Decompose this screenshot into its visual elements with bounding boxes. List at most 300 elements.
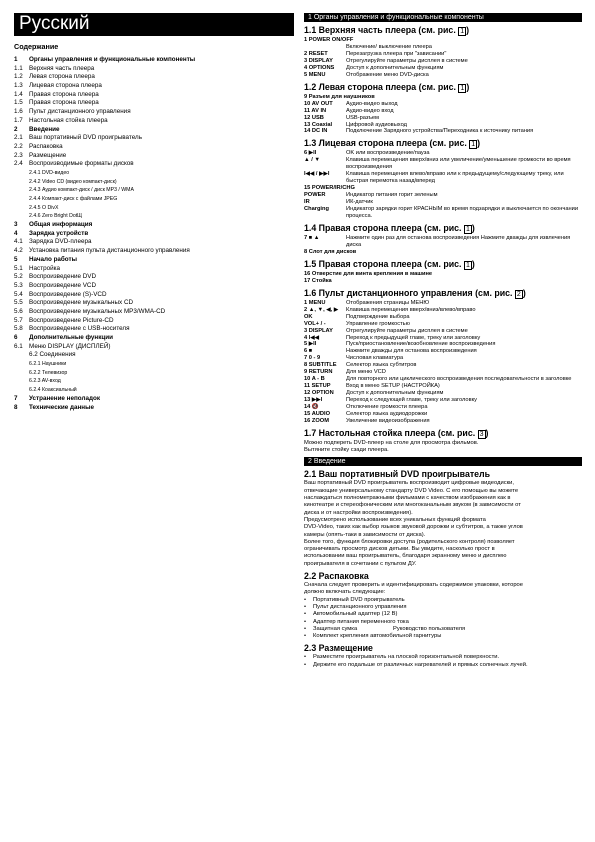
- toc-row: [14, 360, 294, 369]
- toc-number: 1.5: [14, 99, 23, 107]
- heading-text: 1.5 Правая сторона плеера (см. рис.: [304, 258, 462, 269]
- toc-text: 2.4.6 Zero Bright DotЩ: [29, 213, 83, 220]
- item-row: [304, 157, 582, 171]
- toc-text: Правая сторона плеера: [29, 90, 99, 98]
- item-desc: Увеличение видеоизображения: [346, 417, 430, 424]
- toc-row: [14, 317, 294, 326]
- toc-text: 6.2.4 Коаксиальный: [29, 387, 77, 394]
- toc-text: 2.4.5 О DivX: [29, 204, 59, 211]
- item-key: 8 SUBTITLE: [304, 362, 337, 369]
- toc-number: 8: [14, 403, 18, 411]
- item-desc: Включение/ выключение плеера: [346, 43, 432, 50]
- item-key: 5 MENU: [304, 71, 326, 78]
- toc-row: [14, 343, 294, 352]
- paragraph-line: Сначала следует проверить и идентифицировать содержимое упаковки, которое: [304, 582, 524, 589]
- item-row: [304, 199, 582, 206]
- item-desc: USB-разъем: [346, 114, 379, 121]
- toc-number: [14, 178, 29, 187]
- toc-row: [14, 395, 294, 404]
- item-desc: Селектор языка аудиодорожки: [346, 410, 428, 417]
- item-key: 15 POWER/IR/CHG: [304, 185, 355, 192]
- language-title: Русский: [14, 13, 294, 36]
- item-row: [304, 300, 582, 307]
- item-desc: Числовая клавиатура: [346, 355, 404, 362]
- toc-text: 6.2 Соединения: [29, 351, 76, 359]
- toc-row: [14, 152, 294, 161]
- item-list-s16: [304, 300, 582, 425]
- toc-number: [14, 351, 29, 360]
- paragraph-line: ограничивать просмотр дисков детьми. Вы увидите, насколько прост в: [304, 546, 495, 553]
- item-row: [304, 65, 582, 72]
- heading-2-1: 2.1 Ваш портативный DVD проигрыватель: [304, 469, 491, 480]
- toc-number: 1.7: [14, 116, 23, 124]
- toc-text: Воспроизведение Picture-CD: [29, 316, 114, 324]
- item-key: 16 Отверстие для винта крепления в машине: [304, 270, 433, 277]
- toc-row: [14, 169, 294, 178]
- list-item: • Держите его подальше от различных нагревателей и прямых солнечных лучей.: [304, 662, 582, 669]
- list-item: • Портативный DVD проигрыватель: [304, 597, 582, 604]
- item-row: [304, 235, 582, 249]
- toc-row: [14, 143, 294, 152]
- toc-number: 6.1: [14, 342, 23, 350]
- toc-text: 2.4.2 Video CD (видео компакт-диск): [29, 178, 117, 185]
- toc-number: 7: [14, 394, 18, 402]
- toc-row: [14, 325, 294, 334]
- item-key: 12 OPTION: [304, 390, 334, 397]
- toc-number: [14, 369, 29, 378]
- item-desc: Переход к следующей главе, треку или заголовку: [346, 397, 477, 404]
- left-column: [14, 13, 294, 412]
- toc-text: Меню DISPLAY (ДИСПЛЕЙ): [29, 342, 111, 350]
- paragraph-line: Можно подпереть DVD-плеер на столе для просмотра фильмов.: [304, 439, 479, 446]
- item-desc: Подтверждение выбора: [346, 313, 410, 320]
- toc-number: 5.6: [14, 307, 23, 315]
- item-key: 11 SETUP: [304, 383, 331, 390]
- item-desc: Нажмите один раз для останова воспроизведения Нажмите дважды для извлечения диска: [346, 234, 571, 248]
- paragraph-line: Более того, функция блокировки доступа (родительского контроля) позволяет: [304, 538, 515, 545]
- item-key: ▲ / ▼: [304, 157, 320, 164]
- toc-number: [14, 386, 29, 395]
- unpacking-list: [304, 597, 582, 641]
- toc-number: 5.1: [14, 264, 23, 272]
- toc-number: 2.3: [14, 151, 23, 159]
- heading-text: 1.3 Лицевая сторона плеера (см. рис.: [304, 138, 467, 149]
- item-key: 13 ▶▶I: [304, 397, 323, 404]
- toc-heading: Содержание: [14, 42, 59, 51]
- list-item-text: • Защитная сумка: [313, 625, 358, 632]
- item-desc: Переход к предыдущей главе, треку или заголовку: [346, 334, 481, 341]
- item-list-s11: [304, 37, 582, 79]
- item-desc: [346, 37, 582, 44]
- toc-text: Воспроизведение музыкальных MP3/WMA-CD: [29, 307, 166, 315]
- item-row: [304, 418, 582, 425]
- heading-s16: 1.6 Пульт дистанционного управления (см. рис. 2 ): [304, 287, 526, 298]
- item-row: [304, 397, 582, 404]
- toc-text: Ваш портативный DVD проигрыватель: [29, 134, 142, 142]
- toc-row: [14, 247, 294, 256]
- item-row: [304, 341, 582, 348]
- toc-row: [14, 221, 294, 230]
- toc-text: Зарядка DVD-плеера: [29, 238, 92, 246]
- toc-row: [14, 82, 294, 91]
- item-row: [304, 101, 582, 108]
- item-key: Charging: [304, 206, 329, 213]
- toc-text: Настольная стойка плеера: [29, 116, 108, 124]
- paragraph-line: DVD-Video, таких как выбор языков звуковой дорожки и субтитров, а также углов: [304, 524, 523, 531]
- unpacking-intro: [304, 582, 582, 597]
- heading-s11: 1.1 Верхняя часть плеера (см. рис. 1 ): [304, 25, 470, 35]
- item-key: [304, 44, 346, 51]
- item-row: [304, 362, 582, 369]
- item-row: [304, 355, 582, 362]
- item-key: 1 MENU: [304, 299, 326, 306]
- item-row: [304, 115, 582, 122]
- list-item: • Адаптер питания переменного тока: [304, 619, 582, 626]
- list-item: • Комплект крепления автомобильной гарнитуры: [304, 633, 582, 640]
- toc-text: 2.4.4 Компакт-диск с файлами JPEG: [29, 196, 118, 202]
- item-key: 10 A - B: [304, 376, 325, 383]
- heading-s17: 1.7 Настольная стойка плеера (см. рис. 3 ): [304, 427, 489, 438]
- toc-text: Зарядка устройств: [29, 229, 89, 237]
- toc-row: [14, 273, 294, 282]
- item-key: 10 AV OUT: [304, 100, 333, 107]
- toc-number: 2.2: [14, 142, 23, 150]
- figure-ref: 3: [479, 430, 484, 438]
- item-desc: Для повторного или циклического воспроизведения последовательности в заголовке: [346, 376, 572, 383]
- toc-text: Воспроизведение DVD: [29, 273, 97, 281]
- item-desc: Аудио-видео выход: [346, 100, 398, 107]
- section-2-1-text: [304, 480, 582, 568]
- toc-text: Лицевая сторона плеера: [29, 82, 102, 90]
- figure-ref: 1: [465, 225, 470, 233]
- heading-s13: 1.3 Лицевая сторона плеера (см. рис. 1 ): [304, 138, 481, 149]
- section-1-bar: 1 Органы управления и функциональные компоненты: [304, 13, 582, 22]
- item-row: [304, 271, 582, 278]
- item-desc: ИК-датчик: [346, 199, 373, 206]
- heading-s14: 1.4 Правая сторона плеера (см. рис. 1 ): [304, 222, 475, 233]
- item-row: [304, 206, 582, 220]
- item-key: 17 Стойка: [304, 277, 332, 284]
- toc-row: [14, 404, 294, 413]
- toc-number: 1.2: [14, 73, 23, 81]
- toc-row: [14, 117, 294, 126]
- toc-row: [14, 186, 294, 195]
- item-row: [304, 192, 582, 199]
- item-desc: Клавиша перемещения вверх/вниз или увеличение/уменьшение громкости во время воспроизведения: [346, 157, 571, 171]
- toc-text: 6.2.2 Телевизор: [29, 369, 68, 376]
- item-key: 16 ZOOM: [304, 417, 329, 424]
- item-key: VOL+ / -: [304, 320, 326, 327]
- toc-row: [14, 369, 294, 378]
- toc-number: 5.5: [14, 299, 23, 307]
- toc-row: [14, 65, 294, 74]
- paragraph-line: диска и от настройки воспроизведения).: [304, 509, 413, 516]
- paragraph-line: проигрывателя в сочетании с пультом ДУ.: [304, 560, 417, 567]
- toc-number: 6: [14, 334, 18, 341]
- item-key: 2 RESET: [304, 50, 328, 57]
- toc-number: 1.4: [14, 90, 23, 98]
- item-desc: Селектор языка субтитров: [346, 362, 417, 369]
- toc-text: Правая сторона плеера: [29, 99, 99, 107]
- heading-2-3: 2.3 Размещение: [304, 643, 373, 654]
- toc-text: Воспроизводимые форматы дисков: [29, 160, 134, 168]
- toc-number: 5.7: [14, 316, 23, 324]
- toc-row: [14, 73, 294, 82]
- toc-number: 2: [14, 125, 18, 133]
- toc-number: [14, 360, 29, 369]
- list-item: • Автомобильный адаптер (12 В): [304, 611, 582, 618]
- toc-row: [14, 160, 294, 169]
- item-key: 12 USB: [304, 114, 324, 121]
- item-key: 14 DC IN: [304, 128, 328, 135]
- toc-text: Пульт дистанционного управления: [29, 108, 131, 116]
- toc-text: Органы управления и функциональные компоненты: [29, 56, 196, 63]
- toc-row: [14, 126, 294, 135]
- heading-text: 1.6 Пульт дистанционного управления (см. рис.: [304, 287, 513, 298]
- toc-row: [14, 265, 294, 274]
- item-desc: Цифровой аудиовыход: [346, 121, 407, 128]
- toc-text: Воспроизведение музыкальных CD: [29, 299, 134, 307]
- item-desc: Отключение громкости плеера: [346, 404, 428, 411]
- toc-row: [14, 351, 294, 360]
- item-row: [304, 278, 582, 285]
- toc-text: Настройка: [29, 264, 60, 272]
- toc-text: Устранение неполадок: [29, 394, 100, 402]
- item-desc: Клавиша перемещения влево/вправо или к предыдущему/следующему треку, или быстрая перемотка назад/вперед: [346, 171, 564, 185]
- paragraph-line: кинотеатре и стереофоническим или многоканальным звуком (в зависимости от: [304, 502, 521, 509]
- item-row: [304, 37, 582, 44]
- paragraph-line: отвечающие универсальному стандарту DVD Video. С его помощью вы можете: [304, 487, 519, 494]
- item-desc: Доступ к дополнительным функциям: [346, 64, 444, 71]
- item-key: 7 ■ ▲: [304, 234, 320, 241]
- toc-text: Общая информация: [29, 221, 93, 229]
- toc-row: [14, 377, 294, 386]
- toc-row: [14, 212, 294, 221]
- item-key: 9 Разъем для наушников: [304, 93, 375, 100]
- toc-number: 4.2: [14, 247, 23, 255]
- figure-ref: 1: [460, 84, 465, 92]
- item-list-s14: [304, 235, 582, 256]
- toc-text: Установка питания пульта дистанционного управления: [29, 247, 190, 255]
- toc-text: Левая сторона плеера: [29, 73, 95, 81]
- toc-row: [14, 256, 294, 265]
- toc-row: [14, 195, 294, 204]
- item-desc: Отрегулируйте параметры дисплея в системе: [346, 327, 468, 334]
- item-desc: Отображение меню DVD-диска: [346, 71, 429, 78]
- paragraph-line: Ваш портативный DVD проигрыватель воспроизводит цифровые видеодиски,: [304, 480, 515, 487]
- heading-text: 1.4 Правая сторона плеера (см. рис.: [304, 222, 462, 233]
- toc-row: [14, 178, 294, 187]
- item-desc: Аудио-видео вход: [346, 107, 394, 114]
- toc-text: Воспроизведение VCD: [29, 281, 97, 289]
- item-desc: Индикатор питания горит зеленым: [346, 192, 438, 199]
- figure-ref: 1: [471, 141, 476, 149]
- item-key: IR: [304, 199, 310, 206]
- toc-number: [14, 212, 29, 221]
- heading-s15: 1.5 Правая сторона плеера (см. рис. 1 ): [304, 258, 475, 269]
- item-desc: [346, 94, 582, 101]
- toc-number: 5.8: [14, 325, 23, 333]
- toc-row: [14, 230, 294, 239]
- item-row: [304, 44, 582, 51]
- item-key: 11 AV IN: [304, 107, 327, 114]
- item-key: POWER: [304, 192, 326, 199]
- figure-ref: 1: [460, 28, 465, 35]
- item-row: [304, 348, 582, 355]
- item-row: [304, 72, 582, 79]
- toc-row: [14, 299, 294, 308]
- toc-number: 2.4: [14, 160, 23, 168]
- toc-number: 4: [14, 229, 18, 237]
- item-desc: OK или воспроизведение/пауза: [346, 150, 430, 157]
- item-desc: Для меню VCD: [346, 369, 386, 376]
- item-row: [304, 108, 582, 115]
- section-1: [304, 25, 582, 454]
- toc-row: [14, 56, 294, 65]
- toc-number: [14, 169, 29, 178]
- toc-row: [14, 386, 294, 395]
- item-key: 8 Слот для дисков: [304, 248, 357, 255]
- item-row: [304, 58, 582, 65]
- heading-text: 1.2 Левая сторона плеера (см. рис.: [304, 81, 456, 92]
- toc-text: Технические данные: [29, 403, 94, 411]
- item-desc: Нажмите дважды для останова воспроизведения: [346, 348, 477, 355]
- item-row: [304, 128, 582, 135]
- paragraph-line: наслаждаться полнометражными фильмами с качеством изображения как в: [304, 495, 511, 502]
- toc-row: [14, 108, 294, 117]
- item-desc: Подключение Зарядного устройства/Переходника к источнику питания: [346, 128, 534, 135]
- item-row: [304, 328, 582, 335]
- item-desc: Вход в меню SETUP (НАСТРОЙКА): [346, 383, 440, 390]
- item-desc: Перезагрузка плеера при "зависании": [346, 50, 447, 57]
- toc-text: Воспроизведение (S)-VCD: [29, 290, 107, 298]
- item-desc: [346, 278, 582, 285]
- item-key: 13 Coaxial: [304, 121, 333, 128]
- toc-row: [14, 282, 294, 291]
- toc-number: 5.3: [14, 281, 23, 289]
- toc-number: 3: [14, 221, 18, 229]
- item-row: [304, 383, 582, 390]
- toc-number: [14, 186, 29, 195]
- table-of-contents: [14, 56, 294, 412]
- toc-number: [14, 195, 29, 204]
- toc-number: 1: [14, 56, 18, 63]
- toc-text: 2.4.1 DVD-видео: [29, 169, 70, 176]
- item-row: [304, 321, 582, 328]
- item-desc: Пуск/приостановление/возобновление воспроизведения: [346, 341, 496, 348]
- item-key: 6 ■: [304, 348, 313, 355]
- item-desc: Индикатор зарядки горит КРАСНЫМ во время подзарядки и выключается по окончании процесса.: [346, 206, 578, 220]
- item-key: 9 RETURN: [304, 369, 333, 376]
- item-row: [304, 314, 582, 321]
- toc-text: Верхняя часть плеера: [29, 64, 95, 72]
- toc-number: [14, 204, 29, 213]
- item-desc: Управление громкостью: [346, 320, 410, 327]
- section-2-bar: 2 Введение: [304, 457, 582, 466]
- heading-text: 1.7 Настольная стойка плеера (см. рис.: [304, 427, 476, 438]
- toc-number: 5.2: [14, 273, 23, 281]
- toc-number: 1.1: [14, 64, 23, 72]
- toc-text: Воспроизведение с USB-носителя: [29, 325, 130, 333]
- toc-text: Начало работы: [29, 255, 77, 263]
- item-desc: Отрегулируйте параметры дисплея в системе: [346, 57, 468, 64]
- item-row: [304, 249, 582, 256]
- item-row: [304, 94, 582, 101]
- item-list-s12: [304, 94, 582, 136]
- toc-text: 6.2.3 AV-вход: [29, 378, 61, 385]
- item-key: 15 AUDIO: [304, 410, 331, 417]
- item-row: [304, 171, 582, 185]
- toc-number: 5.4: [14, 290, 23, 298]
- item-key: 3 DISPLAY: [304, 327, 333, 334]
- toc-number: 5: [14, 255, 18, 263]
- heading-s12: 1.2 Левая сторона плеера (см. рис. 1 ): [304, 81, 470, 92]
- figure-ref: 2: [516, 290, 521, 298]
- figure-ref: 1: [465, 261, 470, 269]
- paragraph-line: использовании ваш проигрыватель, благодаря экранному меню и дисплею: [304, 553, 507, 560]
- item-row: [304, 150, 582, 157]
- item-key: I◀◀ / ▶▶I: [304, 171, 330, 178]
- toc-text: Распаковка: [29, 142, 63, 150]
- item-key: 6 ▶II: [304, 150, 317, 157]
- toc-number: [14, 377, 29, 386]
- item-list-s15: [304, 271, 582, 285]
- item-key: 1 POWER ON/OFF: [304, 37, 354, 43]
- right-column: [304, 13, 582, 669]
- paragraph-line: Предусмотрено использование всех уникальных функций формата: [304, 516, 486, 523]
- toc-text: Размещение: [29, 151, 67, 159]
- item-key: 2 ▲, ▼, ◀, ▶: [304, 306, 339, 313]
- toc-text: 6.2.1 Наушники: [29, 361, 67, 368]
- item-row: [304, 307, 582, 314]
- item-desc: Клавиша перемещения вверх/вниз/влево/вправо: [346, 306, 476, 313]
- item-desc: [346, 185, 582, 192]
- toc-number: 4.1: [14, 238, 23, 246]
- placement-list: [304, 654, 582, 669]
- heading-2-2: 2.2 Распаковка: [304, 571, 369, 582]
- paragraph-line: камеры (опять-таки в зависимости от диска).: [304, 531, 426, 538]
- toc-row: [14, 308, 294, 317]
- toc-row: [14, 91, 294, 100]
- item-key: 4 OPTIONS: [304, 64, 335, 71]
- paragraph-line: Вытяните стойку сзади плеера.: [304, 447, 389, 454]
- item-desc: [346, 271, 582, 278]
- item-row: [304, 335, 582, 342]
- item-key: OK: [304, 313, 313, 320]
- toc-row: [14, 334, 294, 343]
- paragraph-line: должно включать следующие:: [304, 589, 386, 596]
- toc-row: [14, 99, 294, 108]
- toc-row: [14, 134, 294, 143]
- toc-number: 2.1: [14, 134, 23, 142]
- item-key: 5 ▶II: [304, 341, 317, 348]
- item-row: [304, 411, 582, 418]
- toc-row: [14, 204, 294, 213]
- toc-number: 1.6: [14, 108, 23, 116]
- item-desc: [346, 249, 582, 256]
- item-row: [304, 369, 582, 376]
- item-row: [304, 51, 582, 58]
- item-desc: Отображения страницы МЕНЮ: [346, 299, 430, 306]
- item-row: [304, 404, 582, 411]
- item-key: 3 DISPLAY: [304, 57, 333, 64]
- item-desc: Доступ к дополнительным функциям: [346, 390, 444, 397]
- toc-row: [14, 238, 294, 247]
- list-item: • Пульт дистанционного управления: [304, 604, 582, 611]
- toc-text: Введение: [29, 125, 60, 133]
- item-key: 7 0 - 9: [304, 355, 321, 362]
- item-list-s13: [304, 150, 582, 220]
